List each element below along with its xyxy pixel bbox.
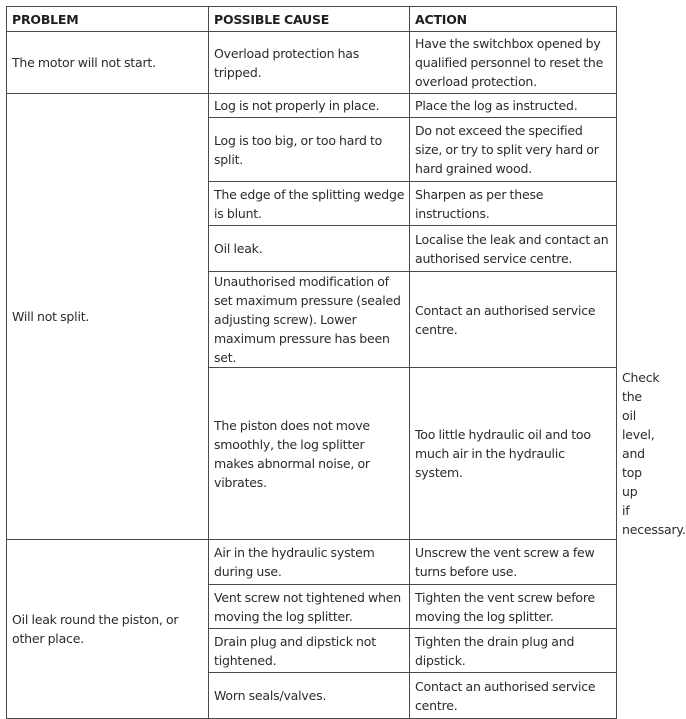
- table-row: The piston does not move smoothly, the log splitter makes abnormal noise, or vibrates. Too little hydraulic oil and too much air in the hydraulic system. Check the oil level, and top up if necessary.: [7, 368, 617, 540]
- action-cell: Do not exceed the specified size, or try to split very hard or hard grained wood.: [410, 118, 617, 182]
- action-cell: Tighten the drain plug and dipstick.: [410, 629, 617, 673]
- cause-cell: Drain plug and dipstick not tightened.: [209, 629, 410, 673]
- problem-cell: The piston does not move smoothly, the log splitter makes abnormal noise, or vibrates.: [209, 368, 410, 540]
- cause-cell: Worn seals/valves.: [209, 673, 410, 719]
- action-cell: Have the switchbox opened by qualified personnel to reset the overload protection.: [410, 32, 617, 94]
- problem-cell: The motor will not start.: [7, 32, 209, 94]
- action-cell: Contact an authorised service centre.: [410, 272, 617, 368]
- header-problem: PROBLEM: [7, 7, 209, 32]
- troubleshooting-table: [6, 6, 686, 719]
- table-row: [7, 94, 617, 118]
- problem-cell: Will not split.: [7, 94, 209, 540]
- table-body: [7, 32, 686, 719]
- action-cell: Place the log as instructed.: [410, 94, 617, 118]
- cause-cell: The edge of the splitting wedge is blunt.: [209, 182, 410, 226]
- problem-cell: Oil leak round the piston, or other place.: [7, 540, 209, 719]
- cause-cell: Unauthorised modification of set maximum pressure (sealed adjusting screw). Lower maximum pressure has been set.: [209, 272, 410, 368]
- header-row: [7, 7, 617, 32]
- header-action: ACTION: [410, 7, 617, 32]
- action-cell: Contact an authorised service centre.: [410, 673, 617, 719]
- action-cell: Unscrew the vent screw a few turns before use.: [410, 540, 617, 585]
- cause-cell: Air in the hydraulic system during use.: [209, 540, 410, 585]
- table-row: [7, 32, 617, 94]
- action-cell: Sharpen as per these instructions.: [410, 182, 617, 226]
- table-header: [7, 7, 617, 32]
- cause-cell: Log is not properly in place.: [209, 94, 410, 118]
- cause-cell: Oil leak.: [209, 226, 410, 272]
- cause-cell: Log is too big, or too hard to split.: [209, 118, 410, 182]
- header-cause: POSSIBLE CAUSE: [209, 7, 410, 32]
- action-cell: Tighten the vent screw before moving the log splitter.: [410, 585, 617, 629]
- action-cell: Localise the leak and contact an authorised service centre.: [410, 226, 617, 272]
- cause-cell: Overload protection has tripped.: [209, 32, 410, 94]
- cause-cell: Vent screw not tightened when moving the log splitter.: [209, 585, 410, 629]
- cause-cell: Too little hydraulic oil and too much air in the hydraulic system.: [410, 368, 617, 540]
- table-row: [7, 540, 617, 585]
